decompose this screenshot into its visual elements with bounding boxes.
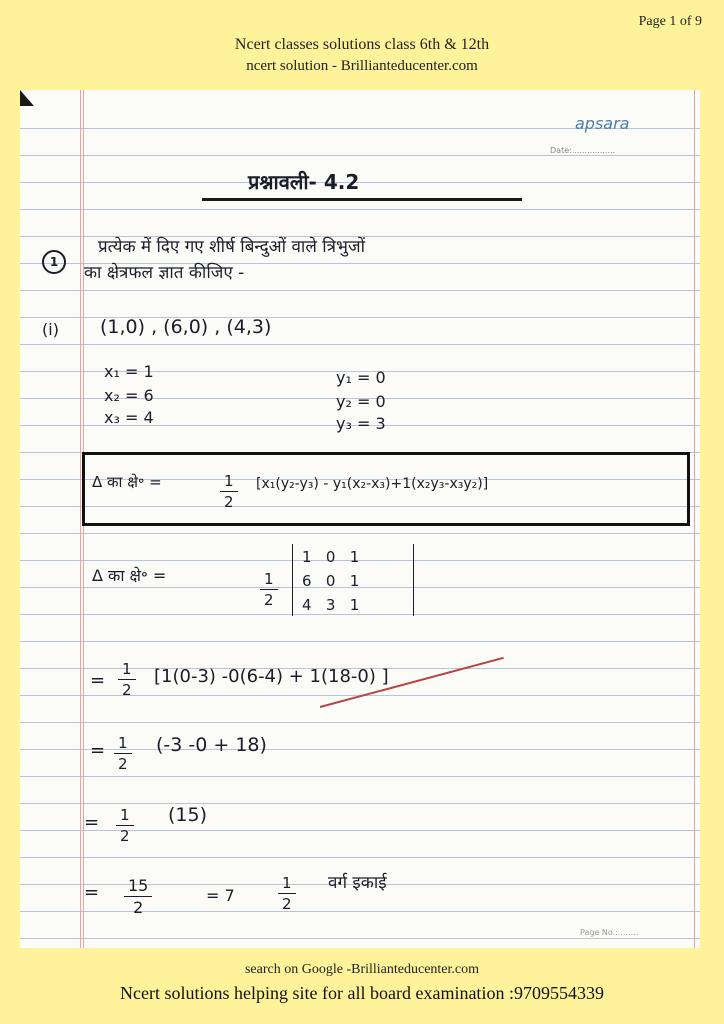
- equals-sign: =: [84, 812, 100, 833]
- half-numerator: 1: [114, 736, 132, 754]
- final-denominator: 2: [133, 898, 144, 917]
- part-label: (i): [42, 320, 59, 339]
- equals-sign: =: [84, 882, 100, 903]
- half-numerator: 1: [260, 572, 278, 590]
- half-denominator: 2: [118, 755, 128, 773]
- step3-half: [116, 808, 134, 844]
- half-denominator: 2: [224, 493, 234, 511]
- formula-lhs: Δ का क्षे॰ =: [92, 473, 162, 491]
- notebook-page: [20, 90, 700, 948]
- half-numerator: 1: [278, 876, 296, 894]
- notebook-brand: apsara: [575, 114, 630, 133]
- y3-value: y₃ = 3: [336, 414, 386, 433]
- x3-value: x₃ = 4: [104, 408, 154, 427]
- step-1: [1(0-3) -0(6-4) + 1(18-0) ]: [154, 666, 389, 687]
- exercise-title: प्रश्नावली- 4.2: [248, 170, 360, 194]
- final-whole: = 7: [206, 886, 235, 905]
- formula-rhs: [x₁(y₂-y₃) - y₁(x₂-x₃)+1(x₂y₃-x₃y₂)]: [256, 476, 489, 492]
- step1-half: [118, 662, 136, 698]
- determinant-row-3: 4 3 1: [302, 596, 360, 614]
- final-numerator: 15: [124, 878, 152, 897]
- x1-value: x₁ = 1: [104, 362, 154, 381]
- final-half: [278, 876, 296, 912]
- page-number: Page 1 of 9: [638, 14, 702, 29]
- given-points: (1,0) , (6,0) , (4,3): [100, 316, 272, 338]
- header-title: Ncert classes solutions class 6th & 12th: [234, 36, 490, 53]
- title-underline: [202, 198, 522, 201]
- half-denominator: 2: [282, 895, 292, 913]
- equals-sign: =: [90, 740, 106, 761]
- page-corner: [20, 90, 34, 106]
- x2-value: x₂ = 6: [104, 386, 154, 405]
- determinant-lhs: Δ का क्षे॰ =: [92, 566, 167, 585]
- determinant-half: [260, 572, 278, 608]
- half-denominator: 2: [264, 591, 274, 609]
- equals-sign: =: [90, 670, 106, 691]
- final-fraction: [124, 878, 152, 916]
- determinant-row-2: 6 0 1: [302, 572, 360, 590]
- determinant-bar-left: [292, 544, 293, 616]
- determinant-bar-right: [413, 544, 414, 616]
- footer-search: search on Google -Brillianteducenter.com: [244, 962, 480, 977]
- half-numerator: 1: [116, 808, 134, 826]
- margin-line: [80, 90, 81, 948]
- y1-value: y₁ = 0: [336, 368, 386, 387]
- y2-value: y₂ = 0: [336, 392, 386, 411]
- half-numerator: 1: [118, 662, 136, 680]
- half-denominator: 2: [120, 827, 130, 845]
- determinant-row-1: 1 0 1: [302, 548, 360, 566]
- final-unit: वर्ग इकाई: [328, 873, 387, 893]
- question-line-1: प्रत्येक में दिए गए शीर्ष बिन्दुओं वाले त्रिभुजों: [98, 237, 366, 257]
- question-number: 1: [42, 250, 66, 274]
- question-line-2: का क्षेत्रफल ज्ञात कीजिए -: [84, 263, 245, 283]
- date-field: Date:.................: [550, 146, 616, 155]
- step-2: (-3 -0 + 18): [156, 734, 267, 756]
- page-number-field: Page No.:........: [580, 928, 639, 937]
- header-subtitle: ncert solution - Brillianteducenter.com: [246, 58, 478, 74]
- step-3: (15): [168, 804, 208, 826]
- half-numerator: 1: [220, 474, 238, 492]
- footer-tagline: Ncert solutions helping site for all board examination :9709554339: [120, 983, 604, 1003]
- margin-line-right: [694, 90, 695, 948]
- formula-half: [220, 474, 238, 510]
- half-denominator: 2: [122, 681, 132, 699]
- step2-half: [114, 736, 132, 772]
